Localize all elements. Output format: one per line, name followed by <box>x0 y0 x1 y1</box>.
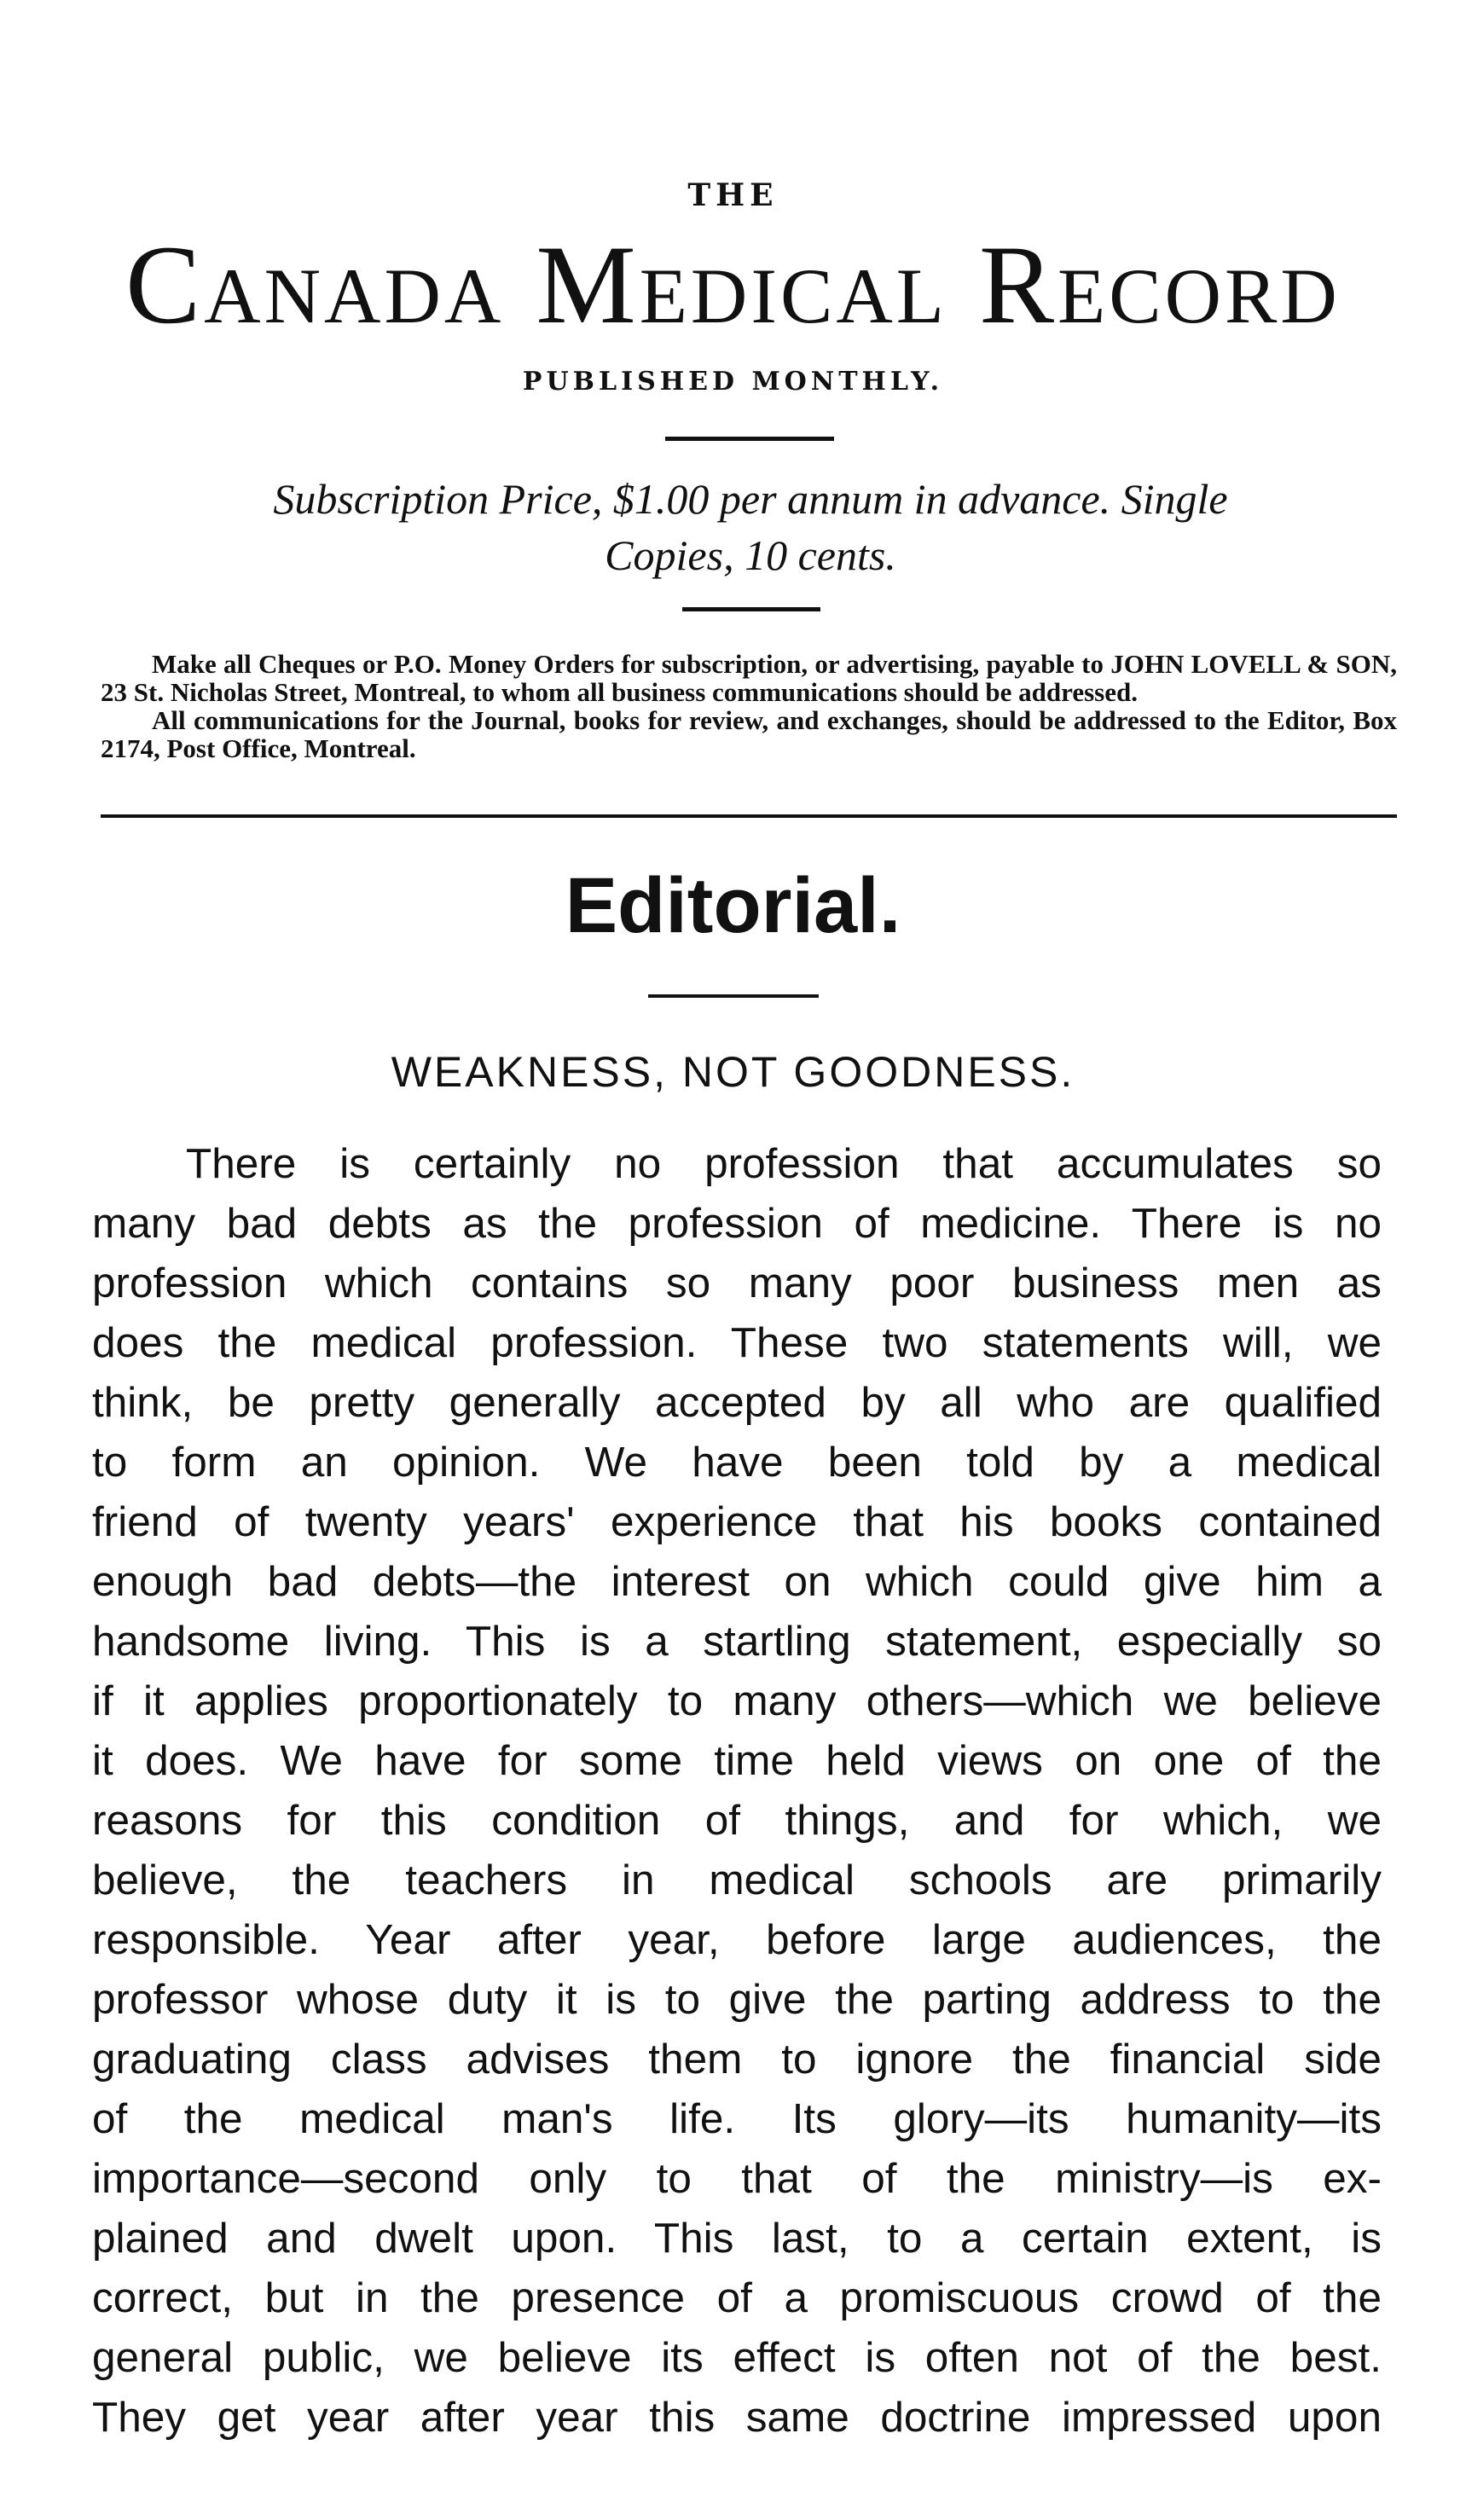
text-line: responsible. Year after year, before large audiences, the <box>92 1916 1382 1963</box>
divider-rule <box>665 437 834 441</box>
divider-rule <box>682 607 820 611</box>
text-line: reasons for this condition of things, and for which, we <box>92 1797 1382 1844</box>
text-line: importance—second only to that of the ministry—is ex- <box>92 2155 1382 2202</box>
masthead-the: THE <box>687 177 779 213</box>
text-line: to form an opinion. We have been told by a medical <box>92 1439 1382 1486</box>
text-line: correct, but in the presence of a promiscuous crowd of the <box>92 2274 1382 2321</box>
article-paragraph <box>92 1134 1382 2448</box>
article-title: WEAKNESS, NOT GOODNESS. <box>391 1048 1075 1096</box>
text-line: general public, we believe its effect is often not of the best. <box>92 2334 1382 2381</box>
subscription-line-2: Copies, 10 cents. <box>605 531 896 579</box>
text-line: friend of twenty years' experience that his books contained <box>92 1498 1382 1545</box>
publication-frequency: PUBLISHED MONTHLY. <box>522 367 944 397</box>
text-line: enough bad debts—the interest on which could give him a <box>92 1558 1382 1605</box>
text-line: profession which contains so many poor business men as <box>92 1260 1382 1306</box>
text-line: believe, the teachers in medical schools are primarily <box>92 1857 1382 1903</box>
subscription-info <box>128 471 1373 583</box>
text-line: graduating class advises them to ignore the financial side <box>92 2036 1382 2083</box>
notice-paragraph-editor: All communications for the Journal, books for review, and exchanges, should be addressed to the Editor, Box 2174, Post Office, Montreal. <box>101 705 1397 763</box>
section-heading: Editorial. <box>565 862 901 949</box>
text-line: plained and dwelt upon. This last, to a certain extent, is <box>92 2215 1382 2262</box>
divider-rule <box>648 994 819 998</box>
text-line: of the medical man's life. Its glory—its humanity—its <box>92 2095 1382 2142</box>
article-body <box>92 1134 1382 2448</box>
subscription-line-1: Subscription Price, $1.00 per annum in advance. Single <box>273 475 1228 523</box>
header-rule <box>101 814 1397 818</box>
text-line: it does. We have for some time held views on one of the <box>92 1737 1382 1784</box>
journal-title: Canada Medical Record <box>125 222 1341 347</box>
text-line: They get year after year this same doctrine impressed upon <box>92 2394 1382 2441</box>
text-line: handsome living. This is a startling statement, especially so <box>92 1618 1382 1665</box>
text-line: professor whose duty it is to give the parting address to the <box>92 1976 1382 2023</box>
text-line: many bad debts as the profession of medicine. There is no <box>92 1200 1382 1247</box>
text-line: if it applies proportionately to many others—which we believe <box>92 1677 1382 1724</box>
text-line: think, be pretty generally accepted by all who are qualified <box>92 1379 1382 1426</box>
text-line: does the medical profession. These two statements will, we <box>92 1319 1382 1366</box>
publisher-notice <box>101 650 1397 762</box>
notice-paragraph-payment: Make all Cheques or P.O. Money Orders for subscription, or advertising, payable to JOHN LOVELL & SON, 23 St. Nicholas Street, Montreal, to whom all business communications should be addressed. <box>101 649 1397 707</box>
text-line: There is certainly no profession that accumulates so <box>186 1140 1382 1187</box>
